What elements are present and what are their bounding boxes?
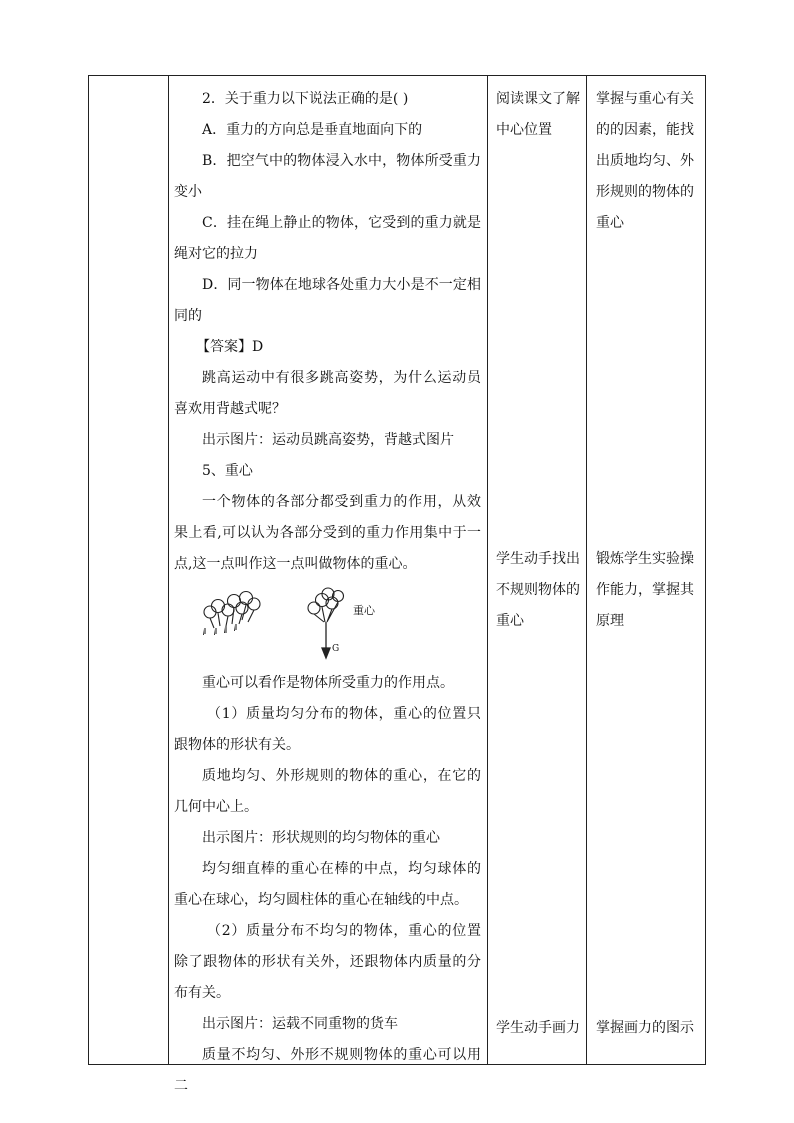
uniform-mass: （1）质量均匀分布的物体，重心的位置只跟物体的形状有关。: [174, 706, 481, 753]
show-truck-picture: 出示图片：运载不同重物的货车: [202, 1016, 398, 1032]
option-a: A．重力的方向总是垂直地面向下的: [202, 122, 423, 138]
show-jump-picture: 出示图片：运动员跳高姿势，背越式图片: [202, 432, 454, 448]
intent-master-center: 掌握与重心有关的的因素，能找出质地均匀、外形规则的物体的重心: [596, 91, 694, 231]
figure-label-center: 重心: [353, 604, 375, 617]
section-heading: 5、重心: [202, 463, 253, 479]
option-b: B．把空气中的物体浸入水中，物体所受重力变小: [174, 153, 481, 200]
student-draw: 学生动手画力: [496, 1020, 580, 1036]
center-point: 重心可以看作是物体所受重力的作用点。: [202, 675, 454, 691]
examples: 均匀细直棒的重心在棒的中点，均匀球体的重心在球心，均匀圆柱体的重心在轴线的中点。: [174, 861, 481, 908]
irregular-object: 质量不均匀、外形不规则物体的重心可以用二: [174, 1047, 481, 1094]
option-d: D．同一物体在地球各处重力大小是不一定相同的: [174, 277, 481, 324]
column-divider: [487, 76, 488, 1064]
option-c: C．挂在绳上静止的物体，它受到的重力就是绳对它的拉力: [174, 215, 481, 262]
first-column: [89, 76, 168, 1064]
center-of-gravity-figure: [174, 580, 481, 668]
figure-label-g: G: [332, 644, 340, 654]
jump-question: 跳高运动中有很多跳高姿势，为什么运动员喜欢用背越式呢？: [174, 370, 481, 417]
question-2: 2．关于重力以下说法正确的是( ): [202, 91, 409, 107]
lesson-table: [88, 75, 706, 1094]
column-divider: [586, 76, 587, 1064]
regular-shape: 质地均匀、外形规则的物体的重心，在它的几何中心上。: [174, 768, 481, 815]
intent-diagram: 掌握画力的图示: [596, 1020, 694, 1036]
nonuniform-mass: （2）质量分布不均匀的物体，重心的位置除了跟物体的形状有关外，还跟物体内质量的分布有关。: [174, 923, 481, 1001]
design-intent-column: [588, 76, 706, 1064]
balloon-illustration: [206, 584, 366, 664]
intent-experiment: 锻炼学生实验操作能力，掌握其原理: [596, 551, 694, 629]
student-activity-column: [489, 76, 586, 1064]
teaching-content-column: [168, 76, 487, 1094]
student-read: 阅读课文了解中心位置: [496, 91, 580, 138]
student-find: 学生动手找出不规则物体的重心: [496, 551, 580, 629]
show-regular-picture: 出示图片：形状规则的均匀物体的重心: [202, 830, 440, 846]
center-of-gravity-definition: 一个物体的各部分都受到重力的作用，从效果上看,可以认为各部分受到的重力作用集中于一点,这一点叫作这一点叫做物体的重心。: [174, 494, 481, 572]
answer: 【答案】D: [196, 339, 264, 355]
